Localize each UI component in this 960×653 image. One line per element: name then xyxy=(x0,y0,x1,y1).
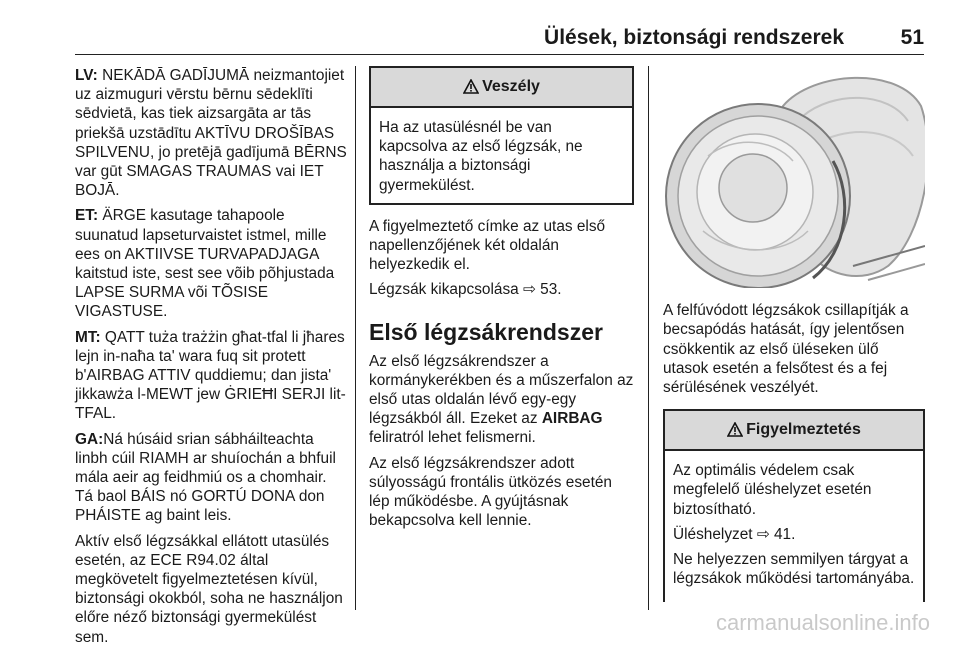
header-rule xyxy=(75,54,924,55)
paragraph-closing: Aktív első légzsákkal ellátott utasülés esetén, az ECE R94.02 által megkövetelt figyelmeztetésen kívül, biztonsági okokból, soha ne használjon előre néző biztonsági gyermekülést sem. xyxy=(75,532,343,646)
column-2 xyxy=(369,66,634,536)
paragraph-lv xyxy=(75,66,347,200)
watermark: carmanualsonline.info xyxy=(715,610,930,635)
lang-label-et: ET: xyxy=(75,207,99,225)
warning-box xyxy=(663,409,925,602)
danger-box-header xyxy=(371,68,632,108)
warning-triangle-icon xyxy=(463,79,479,94)
paragraph-label-location: A figyelmeztető címke az utas első napellenzőjének két oldalán helyezkedik el. xyxy=(369,217,606,274)
paragraph-mt xyxy=(75,328,347,424)
warning-text-1: Az optimális védelem csak megfelelő üléshelyzet esetén biztosítható. xyxy=(673,462,872,518)
lang-text-ga: Ná húsáid srian sábháilteachta linbh cúil RIAMH ar shuíochán a bhfuil mála aeir ag feidhmiú os a chomhair. Tá baol BÁIS nó GORTÚ DONA don PHÁISTE ag baint leis. xyxy=(75,430,336,525)
lang-label-lv: LV: xyxy=(75,67,98,84)
paragraph-ga xyxy=(75,430,347,526)
danger-box xyxy=(369,66,634,205)
section-heading: Első légzsákrendszer xyxy=(369,318,603,345)
header-title: Ülések, biztonsági rendszerek xyxy=(544,26,844,49)
column-3 xyxy=(663,66,925,602)
page-number: 51 xyxy=(900,26,924,49)
warning-box-header xyxy=(665,411,923,451)
paragraph-system-description xyxy=(369,352,634,448)
airbag-label: AIRBAG xyxy=(541,410,603,428)
paragraph-airbag-effect: A felfúvódott légzsákok csillapítják a becsapódás hatását, így jelentősen csökkentik az első üléseken ülő utasok esetén a felsőtest és a fej sérülésének veszélyét. xyxy=(663,302,909,397)
column-divider-2 xyxy=(648,66,649,610)
airbag-illustration xyxy=(663,66,925,288)
warning-triangle-icon xyxy=(727,422,743,437)
page-header xyxy=(75,22,924,52)
warning-box-body xyxy=(665,451,923,602)
system-description-text-a: Az első légzsákrendszer a kormánykerékben és a műszerfalon az első utas oldalán lévő egy-egy légzsákból áll. Ezeket az xyxy=(369,352,634,428)
column-1 xyxy=(75,66,347,653)
danger-box-body: Ha az utasülésnél be van kapcsolva az első légzsák, ne használja a biztonsági gyermekülést. xyxy=(379,119,583,194)
column-divider-1 xyxy=(355,66,356,610)
warning-text-2: Üléshelyzet ⇨ 41. xyxy=(673,525,796,543)
lang-text-lv: NEKĀDĀ GADĪJUMĀ neizmantojiet uz aizmuguri vērstu bērnu sēdeklīti sēdvietā, kas tiek aizsargāta ar tās priekšā uzstādītu AKTĪVU DROŠĪBAS SPILVENU, jo pretējā gadījumā BĒRNS var gūt SMAGAS TRAUMAS vai IET BOJĀ. xyxy=(75,67,347,200)
paragraph-airbag-deactivation: Légzsák kikapcsolása ⇨ 53. xyxy=(369,281,562,299)
paragraph-et xyxy=(75,206,347,321)
lang-label-mt: MT: xyxy=(75,328,101,346)
warning-box-title: Figyelmeztetés xyxy=(746,421,861,439)
system-description-text-c: feliratról lehet felismerni. xyxy=(369,429,536,447)
lang-label-ga: GA: xyxy=(75,430,104,448)
lang-text-et: ÄRGE kasutage tahapoole suunatud lapseturvaistet istmel, mille ees on AKTIIVSE TURVAPADJAGA kaitstud iste, sest see võib põhjustada LAPSE SURMA või TÕSISE VIGASTUSE. xyxy=(75,207,335,321)
lang-text-mt: QATT tuża trażżin għat-tfal li jħares lejn in-naħa ta' wara fuq sit protett b'AIRBAG ATTIV quddiemu; dan jista' jikkawża l-MEWT jew ĠRIEĦI SERJI lit-TFAL. xyxy=(75,328,346,423)
warning-text-3: Ne helyezzen semmilyen tárgyat a légzsákok működési tartományába. xyxy=(673,551,915,588)
paragraph-activation: Az első légzsákrendszer adott súlyosságú frontális ütközés esetén lép működésbe. A gyújtásnak bekapcsolva kell lennie. xyxy=(369,454,612,530)
danger-box-title: Veszély xyxy=(482,78,540,95)
